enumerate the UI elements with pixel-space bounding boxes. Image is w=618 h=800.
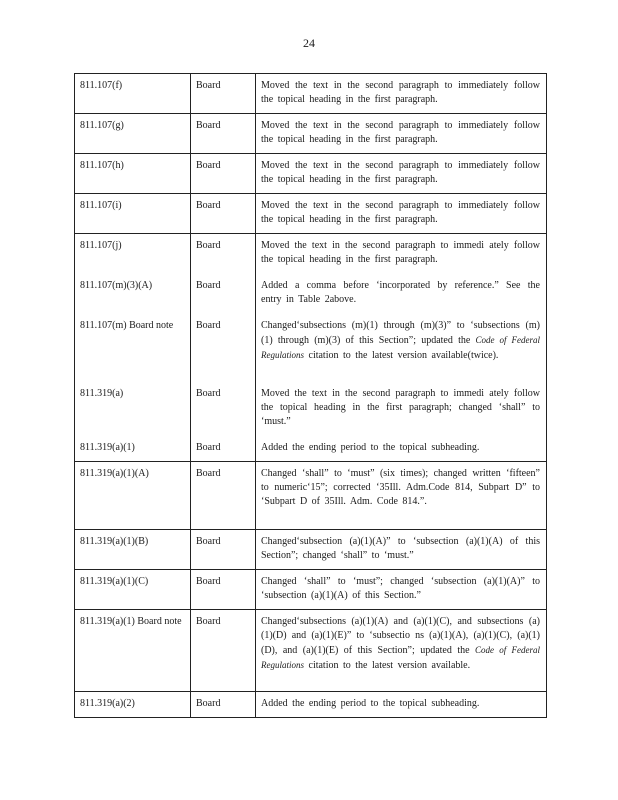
change-cell: Changed‘subsection (a)(1)(A)” to ‘subsection (a)(1)(A) of this Section”; changed ‘shall” to ‘must.” <box>256 530 547 570</box>
cfr-title: Code of Federal Regulations <box>261 645 540 670</box>
change-cell: Moved the text in the second paragraph to immedi ately follow the topical heading in the first paragraph; changed ‘shall” to ‘must.” <box>256 382 547 436</box>
section-cell: 811.107(f) <box>75 74 191 114</box>
table-row <box>75 234 547 274</box>
section-cell: 811.107(j) <box>75 234 191 274</box>
section-cell: 811.319(a)(1)(C) <box>75 570 191 610</box>
table-row <box>75 114 547 154</box>
table-row <box>75 436 547 462</box>
change-text: citation to the latest version available. <box>304 660 471 671</box>
section-cell: 811.107(h) <box>75 154 191 194</box>
agency-cell: Board <box>191 194 256 234</box>
amendments-table <box>74 73 547 718</box>
agency-cell: Board <box>191 610 256 692</box>
change-text: Changed‘subsections (m)(1) through (m)(3)” to ‘subsections (m)(1) through (m)(3) of this Section”; updated the <box>261 319 540 346</box>
change-cell: Moved the text in the second paragraph to immediately follow the topical heading in the first paragraph. <box>256 194 547 234</box>
section-cell: 811.319(a)(1) Board note <box>75 610 191 692</box>
agency-cell: Board <box>191 314 256 382</box>
change-cell: Moved the text in the second paragraph to immediately follow the topical heading in the first paragraph. <box>256 114 547 154</box>
table-row <box>75 314 547 382</box>
change-cell: Moved the text in the second paragraph to immedi ately follow the topical heading in the first paragraph. <box>256 234 547 274</box>
agency-cell: Board <box>191 274 256 314</box>
agency-cell: Board <box>191 462 256 530</box>
table-row <box>75 154 547 194</box>
section-cell: 811.107(i) <box>75 194 191 234</box>
agency-cell: Board <box>191 436 256 462</box>
section-cell: 811.319(a) <box>75 382 191 436</box>
table-row <box>75 382 547 436</box>
page-number: 24 <box>303 36 315 50</box>
section-cell: 811.319(a)(2) <box>75 692 191 718</box>
change-cell <box>256 610 547 692</box>
section-cell: 811.107(m) Board note <box>75 314 191 382</box>
table-row <box>75 692 547 718</box>
table-row <box>75 194 547 234</box>
change-cell: Added the ending period to the topical subheading. <box>256 692 547 718</box>
table-row <box>75 610 547 692</box>
table-row <box>75 274 547 314</box>
table-row <box>75 462 547 530</box>
table-row <box>75 530 547 570</box>
section-cell: 811.319(a)(1) <box>75 436 191 462</box>
table-row <box>75 74 547 114</box>
agency-cell: Board <box>191 692 256 718</box>
section-cell: 811.319(a)(1)(B) <box>75 530 191 570</box>
change-cell: Moved the text in the second paragraph to immediately follow the topical heading in the first paragraph. <box>256 74 547 114</box>
agency-cell: Board <box>191 154 256 194</box>
section-cell: 811.319(a)(1)(A) <box>75 462 191 530</box>
agency-cell: Board <box>191 114 256 154</box>
change-cell: Added the ending period to the topical subheading. <box>256 436 547 462</box>
agency-cell: Board <box>191 74 256 114</box>
change-cell: Changed ‘shall” to ‘must” (six times); changed written ‘fifteen” to numeric‘15”; corrected ‘35Ill. Adm.Code 814, Subpart D” to ‘Subpart D of 35Ill. Adm. Code 814.”. <box>256 462 547 530</box>
section-cell: 811.107(g) <box>75 114 191 154</box>
agency-cell: Board <box>191 234 256 274</box>
agency-cell: Board <box>191 382 256 436</box>
cfr-title: Code of Federal Regulations <box>261 334 540 360</box>
change-cell: Changed ‘shall” to ‘must”; changed ‘subsection (a)(1)(A)” to ‘subsection (a)(1)(A) of this Section.” <box>256 570 547 610</box>
change-cell: Added a comma before ‘incorporated by reference.” See the entry in Table 2above. <box>256 274 547 314</box>
change-text: citation to the latest version available(twice). <box>304 349 499 361</box>
change-cell: Moved the text in the second paragraph to immediately follow the topical heading in the first paragraph. <box>256 154 547 194</box>
section-cell: 811.107(m)(3)(A) <box>75 274 191 314</box>
agency-cell: Board <box>191 570 256 610</box>
change-cell <box>256 314 547 382</box>
change-text: Changed‘subsections (a)(1)(A) and (a)(1)(C), and subsections (a)(1)(D) and (a)(1)(E)” to ‘subsectio ns (a)(1)(A), (a)(1)(C), (a)(1)(D), and (a)(1)(E) of this Section”; updated the <box>261 616 540 656</box>
table-row <box>75 570 547 610</box>
agency-cell: Board <box>191 530 256 570</box>
